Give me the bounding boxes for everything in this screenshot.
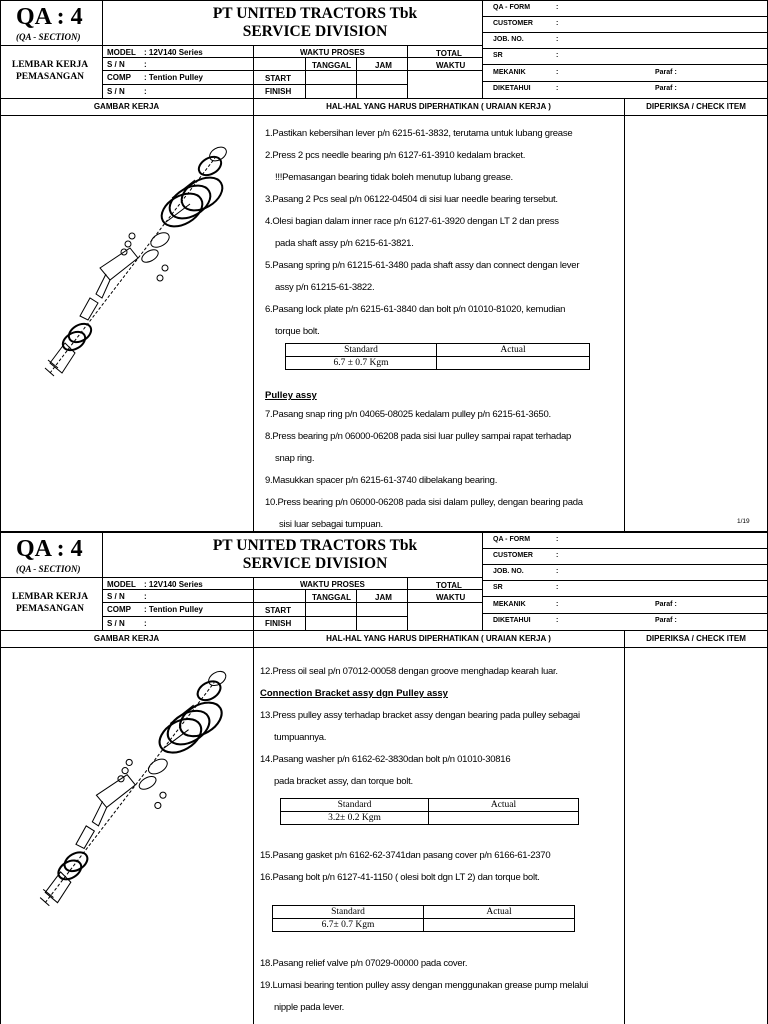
waktu-proses-label: WAKTU PROSES (300, 48, 365, 57)
total-label: TOTAL (436, 49, 462, 58)
qa-title: QA : 4 (16, 536, 83, 562)
qa-section: (QA - SECTION) (16, 564, 81, 574)
step-line: tumpuannya. (274, 732, 327, 743)
company-name: PT UNITED TRACTORS Tbk (212, 5, 418, 22)
step-line: !!!Pemasangan bearing tidak boleh menutup lubang grease. (275, 172, 513, 183)
jam-label: JAM (375, 61, 392, 70)
model-value: : 12V140 Series (144, 580, 203, 589)
colon: : (556, 52, 559, 59)
model-label: MODEL (107, 580, 136, 589)
col-check-item: DIPERIKSA / CHECK ITEM (646, 102, 746, 111)
paraf-label: Paraf : (655, 617, 677, 624)
colon: : (556, 568, 559, 575)
sn-label: S / N (107, 60, 125, 69)
comp-value: : Tention Pulley (144, 73, 203, 82)
standard-value: 6.7± 0.7 Kgm (273, 919, 424, 932)
finish-label: FINISH (265, 87, 292, 96)
sn-value: : (144, 60, 147, 69)
page-number: 1/19 (737, 518, 750, 525)
standard-value: 3.2± 0.2 Kgm (281, 812, 429, 825)
standard-header: Standard (273, 906, 424, 919)
standard-header: Standard (281, 799, 429, 812)
colon: : (556, 552, 559, 559)
job-no-label: JOB. NO. (493, 568, 524, 575)
exploded-parts-drawing (35, 660, 250, 915)
colon: : (556, 85, 559, 92)
start-label: START (265, 74, 292, 83)
step-line: 2.Press 2 pcs needle bearing p/n 6127-61-3910 kedalam bracket. (265, 150, 526, 161)
actual-value[interactable] (424, 919, 575, 932)
col-gambar-kerja: GAMBAR KERJA (93, 102, 160, 111)
sn2-value: : (144, 619, 147, 628)
step-line: 10.Press bearing p/n 06000-06208 pada sisi dalam pulley, dengan bearing pada (265, 497, 583, 508)
step-line: 13.Press pulley assy terhadap bracket assy dengan bearing pada pulley sebagai (260, 710, 580, 721)
lembar-kerja-label: LEMBAR KERJA (11, 592, 89, 602)
actual-header: Actual (429, 799, 579, 812)
step-line: 7.Pasang snap ring p/n 04065-08025 kedalam pulley p/n 6215-61-3650. (265, 409, 551, 420)
waktu-label: WAKTU (436, 593, 466, 602)
comp-label: COMP (107, 605, 131, 614)
step-line: pada bracket assy, dan torque bolt. (274, 776, 413, 787)
step-line: 12.Press oil seal p/n 07012-00058 dengan groove menghadap kearah luar. (260, 666, 558, 677)
qa-form-label: QA - FORM (493, 536, 531, 543)
comp-value: : Tention Pulley (144, 605, 203, 614)
waktu-label: WAKTU (436, 61, 466, 70)
colon: : (556, 584, 559, 591)
qa-section: (QA - SECTION) (16, 32, 81, 42)
start-label: START (265, 606, 292, 615)
step-line: 15.Pasang gasket p/n 6162-62-3741dan pasang cover p/n 6166-61-2370 (260, 850, 551, 861)
colon: : (556, 36, 559, 43)
step-line: assy p/n 61215-61-3822. (275, 282, 375, 293)
step-line: torque bolt. (275, 326, 320, 337)
exploded-parts-drawing (40, 138, 250, 383)
standard-value: 6.7 ± 0.7 Kgm (286, 357, 437, 370)
model-value: : 12V140 Series (144, 48, 203, 57)
mekanik-label: MEKANIK (493, 601, 526, 608)
sn2-label: S / N (107, 87, 125, 96)
torque-standard-table (280, 798, 579, 825)
step-line: snap ring. (275, 453, 315, 464)
comp-label: COMP (107, 73, 131, 82)
actual-header: Actual (424, 906, 575, 919)
page-2 (0, 532, 768, 1024)
section-title: Pulley assy (265, 390, 317, 401)
colon: : (556, 4, 559, 11)
paraf-label: Paraf : (655, 85, 677, 92)
finish-label: FINISH (265, 619, 292, 628)
colon: : (556, 601, 559, 608)
actual-header: Actual (437, 344, 590, 357)
lembar-kerja-label: LEMBAR KERJA (11, 60, 89, 70)
step-line: 9.Masukkan spacer p/n 6215-61-3740 dibelakang bearing. (265, 475, 498, 486)
col-uraian-kerja: HAL-HAL YANG HARUS DIPERHATIKAN ( URAIAN KERJA ) (326, 102, 551, 111)
waktu-proses-label: WAKTU PROSES (300, 580, 365, 589)
model-label: MODEL (107, 48, 136, 57)
mekanik-label: MEKANIK (493, 69, 526, 76)
division-name: SERVICE DIVISION (242, 555, 388, 572)
actual-value[interactable] (437, 357, 590, 370)
colon: : (556, 69, 559, 76)
customer-label: CUSTOMER (493, 20, 533, 27)
sn2-label: S / N (107, 619, 125, 628)
sn-label: S / N (107, 592, 125, 601)
step-line: 19.Lumasi bearing tention pulley assy dengan menggunakan grease pump melalui (260, 980, 588, 991)
col-check-item: DIPERIKSA / CHECK ITEM (646, 634, 746, 643)
sr-label: SR (493, 52, 503, 59)
col-uraian-kerja: HAL-HAL YANG HARUS DIPERHATIKAN ( URAIAN KERJA ) (326, 634, 551, 643)
torque-standard-table (285, 343, 590, 370)
paraf-label: Paraf : (655, 69, 677, 76)
customer-label: CUSTOMER (493, 552, 533, 559)
sn-value: : (144, 592, 147, 601)
diketahui-label: DIKETAHUI (493, 85, 531, 92)
step-line: 5.Pasang spring p/n 61215-61-3480 pada shaft assy dan connect dengan lever (265, 260, 580, 271)
qa-title: QA : 4 (16, 4, 83, 30)
step-line: pada shaft assy p/n 6215-61-3821. (275, 238, 414, 249)
step-line: 1.Pastikan kebersihan lever p/n 6215-61-3832, terutama untuk lubang grease (265, 128, 573, 139)
step-line: 14.Pasang washer p/n 6162-62-3830dan bolt p/n 01010-30816 (260, 754, 511, 765)
standard-header: Standard (286, 344, 437, 357)
pemasangan-label: PEMASANGAN (15, 72, 85, 82)
pemasangan-label: PEMASANGAN (15, 604, 85, 614)
colon: : (556, 617, 559, 624)
total-label: TOTAL (436, 581, 462, 590)
step-line: 6.Pasang lock plate p/n 6215-61-3840 dan bolt p/n 01010-81020, kemudian (265, 304, 566, 315)
tanggal-label: TANGGAL (312, 593, 351, 602)
diketahui-label: DIKETAHUI (493, 617, 531, 624)
step-line: 4.Olesi bagian dalam inner race p/n 6127-61-3920 dengan LT 2 dan press (265, 216, 559, 227)
sn2-value: : (144, 87, 147, 96)
tanggal-label: TANGGAL (312, 61, 351, 70)
colon: : (556, 536, 559, 543)
step-line: 18.Pasang relief valve p/n 07029-00000 pada cover. (260, 958, 468, 969)
step-line: 3.Pasang 2 Pcs seal p/n 06122-04504 di sisi luar needle bearing tersebut. (265, 194, 558, 205)
sr-label: SR (493, 584, 503, 591)
step-line: nipple pada lever. (274, 1002, 344, 1013)
job-no-label: JOB. NO. (493, 36, 524, 43)
section-title: Connection Bracket assy dgn Pulley assy (260, 688, 448, 699)
paraf-label: Paraf : (655, 601, 677, 608)
step-line: 8.Press bearing p/n 06000-06208 pada sisi luar pulley sampai rapat terhadap (265, 431, 572, 442)
step-line: sisi luar sebagai tumpuan. (279, 519, 383, 530)
division-name: SERVICE DIVISION (242, 23, 388, 40)
jam-label: JAM (375, 593, 392, 602)
qa-form-label: QA - FORM (493, 4, 531, 11)
step-line: 16.Pasang bolt p/n 6127-41-1150 ( olesi bolt dgn LT 2) dan torque bolt. (260, 872, 540, 883)
col-gambar-kerja: GAMBAR KERJA (93, 634, 160, 643)
actual-value[interactable] (429, 812, 579, 825)
torque-standard-table-2 (272, 905, 575, 932)
company-name: PT UNITED TRACTORS Tbk (212, 537, 418, 554)
colon: : (556, 20, 559, 27)
